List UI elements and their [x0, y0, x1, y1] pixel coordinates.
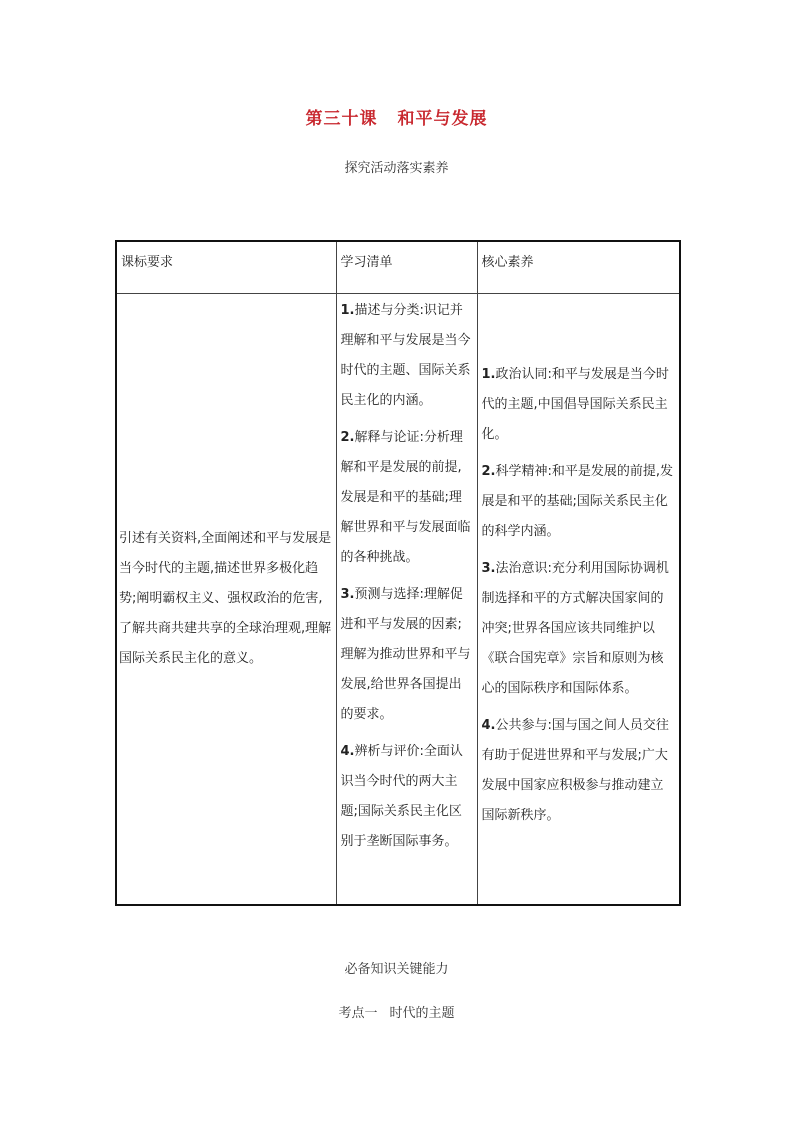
literacy-item-text: 政治认同:和平与发展是当今时代的主题,中国倡导国际关系民主化。 — [481, 367, 669, 442]
table-body-row — [116, 294, 680, 906]
topic-heading — [0, 1002, 793, 1021]
study-item-number: 4. — [340, 744, 355, 759]
study-item — [341, 580, 473, 730]
literacy-item-text: 公共参与:国与国之间人员交往有助于促进世界和平与发展;广大发展中国家应积极参与推动建立国际新秩序。 — [481, 718, 669, 823]
requirement-cell: 引述有关资料,全面阐述和平与发展是当今时代的主题,描述世界多极化趋势;阐明霸权主义、强权政治的危害,了解共商共建共享的全球治理观,理解国际关系民主化的意义。 — [116, 294, 336, 906]
page-subtitle: 探究活动落实素养 — [344, 161, 449, 176]
lesson-title — [0, 104, 793, 129]
literacy-item-number: 3. — [481, 561, 496, 576]
section-title: 必备知识关键能力 — [344, 962, 449, 977]
topic-name: 时代的主题 — [389, 1006, 455, 1021]
lesson-name: 和平与发展 — [397, 109, 488, 129]
header-study-list: 学习清单 — [336, 241, 477, 294]
study-item-text: 辨析与评价:全面认识当今时代的两大主题;国际关系民主化区别于垄断国际事务。 — [340, 744, 463, 849]
literacy-item-number: 2. — [481, 464, 496, 479]
study-item-number: 2. — [340, 430, 355, 445]
literacy-item-number: 1. — [481, 367, 496, 382]
literacy-item — [482, 711, 676, 831]
curriculum-table — [115, 240, 681, 906]
literacy-item — [482, 554, 676, 704]
study-item — [341, 423, 473, 573]
header-requirement: 课标要求 — [116, 241, 336, 294]
study-item-number: 3. — [340, 587, 355, 602]
literacy-item — [482, 457, 676, 547]
topic-label: 考点一 — [338, 1006, 378, 1021]
study-item-text: 描述与分类:识记并理解和平与发展是当今时代的主题、国际关系民主化的内涵。 — [340, 303, 471, 408]
study-item — [341, 296, 473, 416]
literacy-item-number: 4. — [481, 718, 496, 733]
literacy-item-text: 科学精神:和平是发展的前提,发展是和平的基础;国际关系民主化的科学内涵。 — [481, 464, 673, 539]
study-item — [341, 737, 473, 857]
study-item-number: 1. — [340, 303, 355, 318]
study-item-text: 解释与论证:分析理解和平是发展的前提,发展是和平的基础;理解世界和平与发展面临的各种挑战。 — [340, 430, 471, 565]
table-header-row — [116, 241, 680, 294]
literacy-item-text: 法治意识:充分利用国际协调机制选择和平的方式解决国家间的冲突;世界各国应该共同维护以《联合国宪章》宗旨和原则为核心的国际秩序和国际体系。 — [481, 561, 669, 696]
core-literacy-cell — [477, 294, 680, 906]
lesson-number: 第三十课 — [305, 109, 378, 129]
study-list-cell — [336, 294, 477, 906]
literacy-item — [482, 360, 676, 450]
header-core-literacy: 核心素养 — [477, 241, 680, 294]
study-item-text: 预测与选择:理解促进和平与发展的因素;理解为推动世界和平与发展,给世界各国提出的要求。 — [340, 587, 471, 722]
